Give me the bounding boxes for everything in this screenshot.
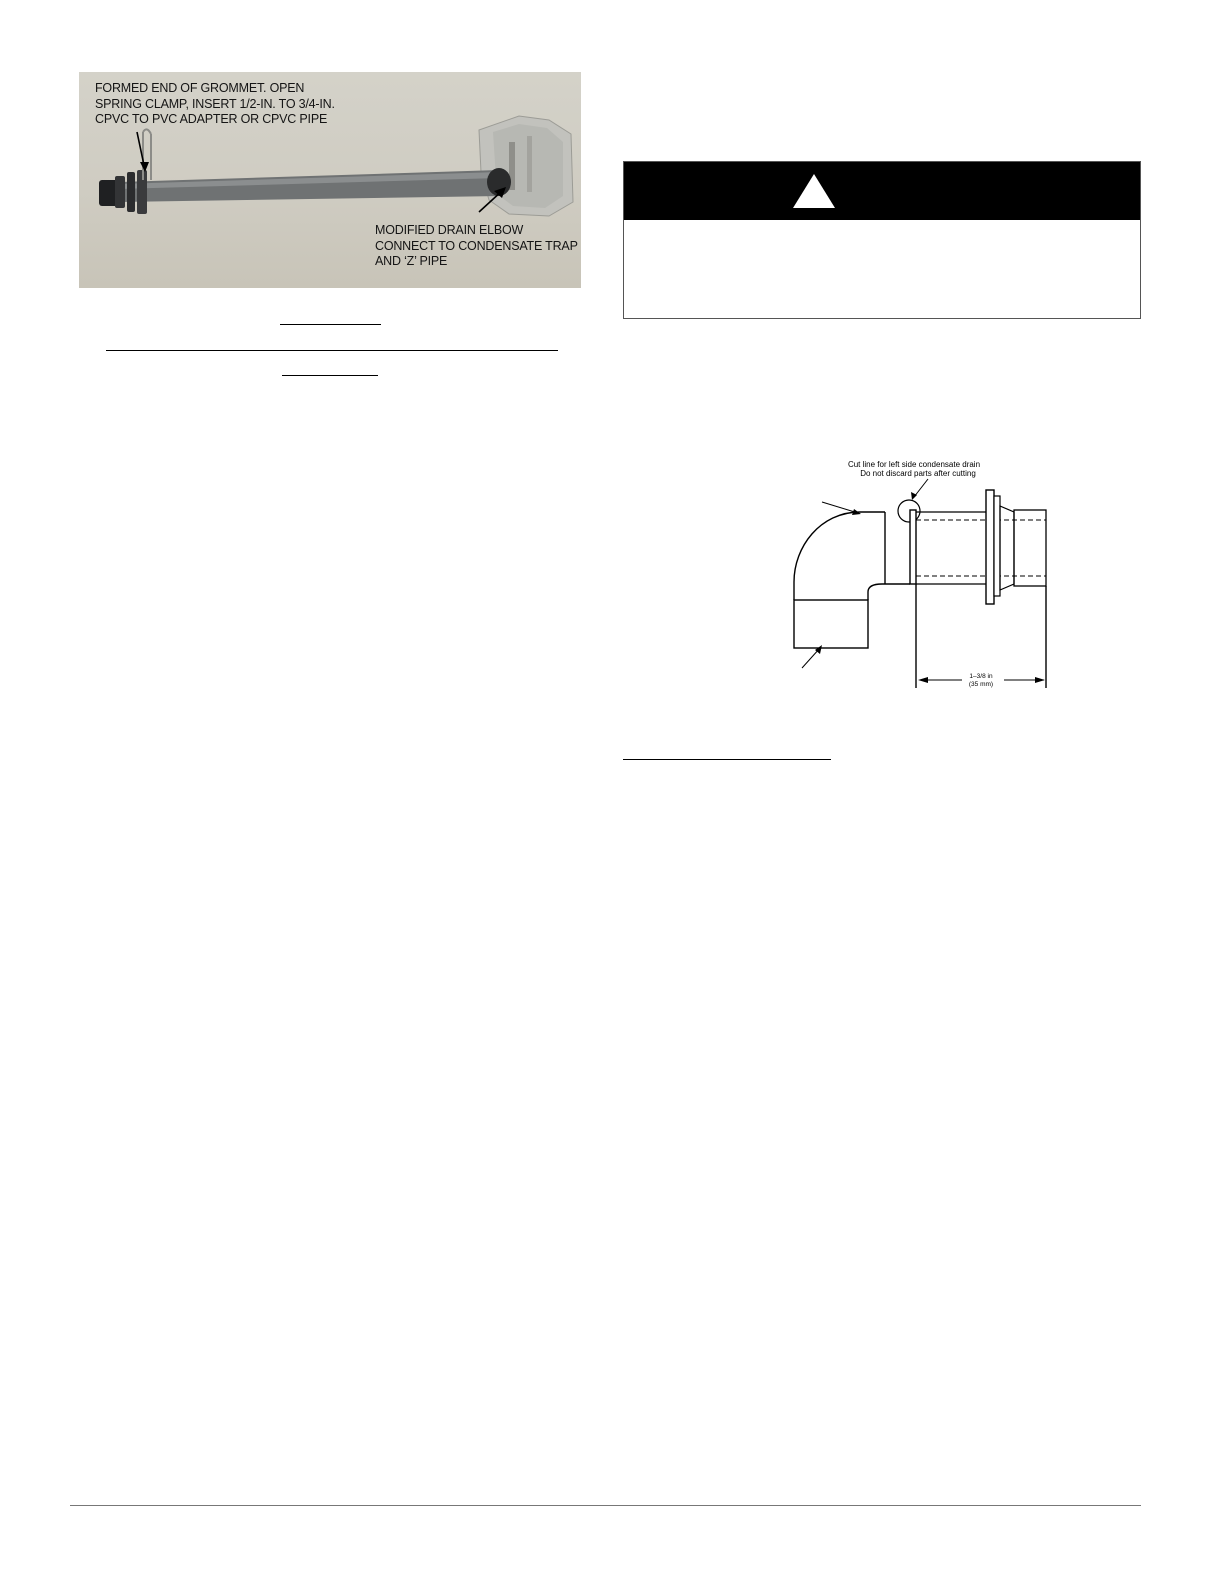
grommet-caption-line-1: FORMED END OF GROMMET. OPEN [95, 81, 305, 95]
grommet-caption-line-2: SPRING CLAMP, INSERT 1/2-IN. TO 3/4-IN. [95, 96, 335, 111]
elbow-caption [375, 223, 578, 270]
dimension-inches: 1–3/8 in [969, 673, 993, 680]
warning-triangle-icon [792, 173, 836, 209]
discard-label: Do not discard parts after cutting [860, 469, 976, 478]
elbow-caption-line-1: MODIFIED DRAIN ELBOW [375, 223, 524, 237]
grommet-photo [79, 72, 581, 288]
warning-header [624, 162, 1140, 220]
dimension-mm: (35 mm) [968, 681, 994, 688]
warning-box [623, 161, 1141, 319]
cut-line-label: Cut line for left side condensate drain [847, 460, 981, 469]
elbow-caption-line-2: CONNECT TO CONDENSATE TRAP [375, 238, 578, 253]
drain-elbow-cut-diagram [760, 452, 1060, 692]
figure-subtitle-rule [282, 375, 378, 376]
grommet-caption [95, 81, 335, 128]
section-heading-rule [623, 759, 831, 760]
figure-number-rule [280, 324, 381, 325]
elbow-caption-line-3: AND ‘Z’ PIPE [375, 254, 448, 268]
grommet-caption-line-3: CPVC TO PVC ADAPTER OR CPVC PIPE [95, 112, 328, 126]
figure-title-rule [106, 350, 558, 351]
footer-rule [70, 1505, 1141, 1506]
